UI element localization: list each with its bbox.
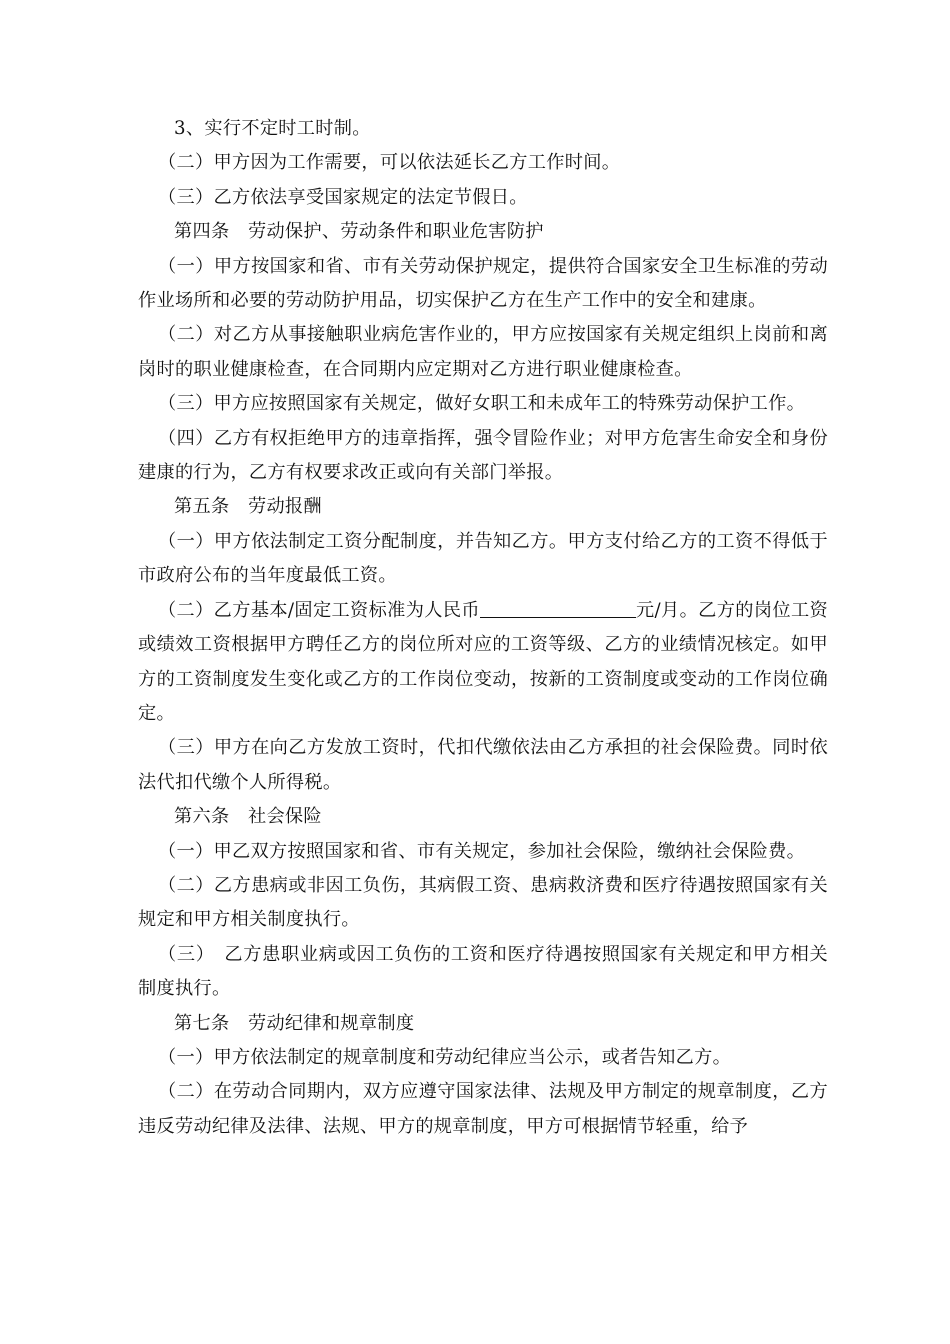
- article-5-item-3: （三）甲方在向乙方发放工资时，代扣代缴依法由乙方承担的社会保险费。同时依法代扣代缴个人所得税。: [138, 737, 828, 793]
- article-6-item-3: （三） 乙方患职业病或因工负伤的工资和医疗待遇按照国家有关规定和甲方相关制度执行。: [138, 943, 828, 1000]
- salary-amount-blank[interactable]: [480, 599, 636, 618]
- article-4-item-3: （三）甲方应按照国家有关规定，做好女职工和未成年工的特殊劳动保护工作。: [158, 393, 806, 415]
- article-6-item-2: （二）乙方患病或非因工负伤，其病假工资、患病救济费和医疗待遇按照国家有关规定和甲方相关制度执行。: [138, 874, 828, 931]
- article-4-item-2: （二）对乙方从事接触职业病危害作业的，甲方应按国家有关规定组织上岗前和离岗时的职业健康检查，在合同期内应定期对乙方进行职业健康检查。: [138, 324, 828, 380]
- article-7-item-2: （二）在劳动合同期内，双方应遵守国家法律、法规及甲方制定的规章制度，乙方违反劳动纪律及法律、法规、甲方的规章制度，甲方可根据情节轻重，给予: [138, 1081, 828, 1137]
- contract-body: [138, 112, 828, 1144]
- article-4-heading: 第四条 劳动保护、劳动条件和职业危害防护: [174, 221, 544, 243]
- clause-3-item-3-holidays: （三）乙方依法享受国家规定的法定节假日。: [158, 186, 528, 208]
- article-4-item-1: （一）甲方按国家和省、市有关劳动保护规定，提供符合国家安全卫生标准的劳动作业场所和必要的劳动防护用品，切实保护乙方在生产工作中的安全和建康。: [138, 255, 828, 312]
- salary-text-before: （二）乙方基本/固定工资标准为人民币: [158, 599, 480, 621]
- article-6-item-1: （一）甲乙双方按照国家和省、市有关规定，参加社会保险，缴纳社会保险费。: [158, 840, 806, 862]
- article-5-heading: 第五条 劳动报酬: [174, 496, 322, 518]
- article-5-item-2: [138, 594, 828, 732]
- article-4-item-4: （四）乙方有权拒绝甲方的违章指挥，强令冒险作业；对甲方危害生命安全和身份建康的行为，乙方有权要求改正或向有关部门举报。: [138, 427, 828, 484]
- article-7-item-1: （一）甲方依法制定的规章制度和劳动纪律应当公示，或者告知乙方。: [158, 1046, 732, 1068]
- clause-3-item-2: （二）甲方因为工作需要，可以依法延长乙方工作时间。: [158, 152, 621, 174]
- clause-3-item-3: 3、实行不定时工时制。: [174, 118, 371, 139]
- article-6-heading: 第六条 社会保险: [174, 806, 322, 828]
- salary-text-after: 元/月。乙方的岗位工资或绩效工资根据甲方聘任乙方的岗位所对应的工资等级、乙方的业绩情况核定。如甲方的工资制度发生变化或乙方的工作岗位变动，按新的工资制度或变动的工作岗位确定。: [138, 599, 828, 724]
- article-7-heading: 第七条 劳动纪律和规章制度: [174, 1012, 415, 1034]
- article-5-item-1: （一）甲方依法制定工资分配制度，并告知乙方。甲方支付给乙方的工资不得低于市政府公布的当年度最低工资。: [138, 530, 828, 587]
